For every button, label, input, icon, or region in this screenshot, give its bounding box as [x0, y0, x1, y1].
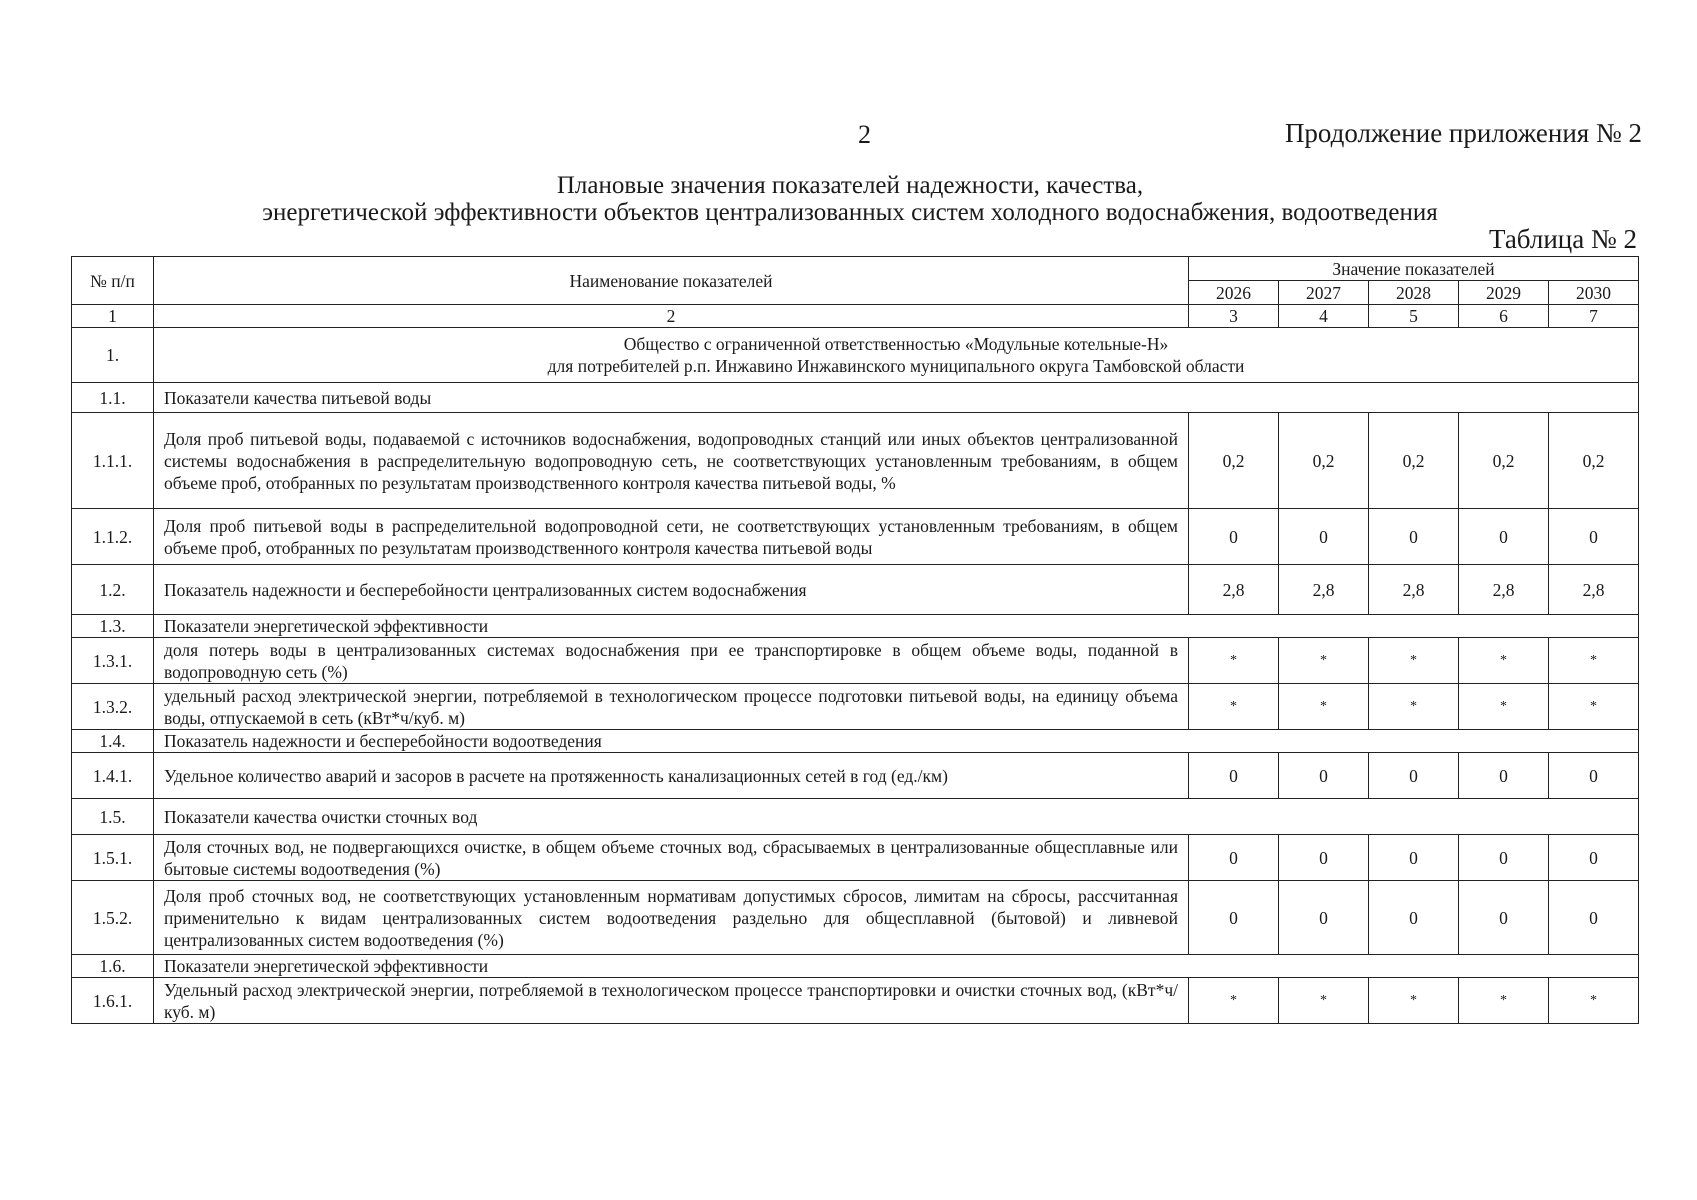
index-cell: 3: [1189, 305, 1279, 328]
table-row: [72, 509, 1639, 565]
value-cell: 0: [1279, 509, 1369, 565]
index-row: [72, 305, 1639, 328]
indicator-name: удельный расход электрической энергии, потребляемой в технологическом процессе подготовки питьевой воды, на единицу объема воды, отпускаемой в сеть (кВт*ч/куб. м): [154, 684, 1189, 730]
value-cell: *: [1459, 638, 1549, 684]
organization-name: [154, 328, 1639, 383]
value-cell: 0: [1279, 881, 1369, 955]
value-cell: *: [1369, 978, 1459, 1024]
value-cell: 0: [1189, 509, 1279, 565]
index-cell: 7: [1549, 305, 1639, 328]
value-cell: 2,8: [1549, 565, 1639, 615]
table-row: [72, 383, 1639, 413]
row-number: 1.1.: [72, 383, 154, 413]
value-cell: *: [1279, 684, 1369, 730]
indicator-name: Доля проб питьевой воды в распределительной водопроводной сети, не соответствующих установленным требованиям, в общем объеме проб, отобранных по результатам производственного контроля качества питьевой воды: [154, 509, 1189, 565]
year-header: 2030: [1549, 281, 1639, 305]
table-row: [72, 730, 1639, 753]
indicator-name: Показатели качества питьевой воды: [154, 383, 1639, 413]
value-cell: 0,2: [1459, 413, 1549, 509]
value-cell: 0: [1459, 509, 1549, 565]
col-header-number: № п/п: [72, 257, 154, 305]
value-cell: *: [1279, 978, 1369, 1024]
row-number: 1.4.: [72, 730, 154, 753]
value-cell: *: [1369, 638, 1459, 684]
col-header-values: Значение показателей: [1189, 257, 1639, 281]
value-cell: *: [1549, 684, 1639, 730]
value-cell: 0: [1549, 835, 1639, 881]
value-cell: 0,2: [1189, 413, 1279, 509]
indicator-name: Показатели энергетической эффективности: [154, 955, 1639, 978]
value-cell: 0: [1369, 509, 1459, 565]
document-title: [60, 172, 1640, 226]
value-cell: 0,2: [1369, 413, 1459, 509]
index-cell: 6: [1459, 305, 1549, 328]
indicator-name: Показатель надежности и бесперебойности централизованных систем водоснабжения: [154, 565, 1189, 615]
value-cell: 0,2: [1549, 413, 1639, 509]
indicator-name: Доля проб питьевой воды, подаваемой с источников водоснабжения, водопроводных станций или иных объектов централизованной системы водоснабжения в распределительную водопроводную сеть, не соответствующих установленным требованиям, в общем объеме проб, отобранных по результатам производственного контроля качества питьевой воды, %: [154, 413, 1189, 509]
value-cell: 0: [1459, 753, 1549, 799]
table-row: [72, 638, 1639, 684]
table-row: [72, 615, 1639, 638]
value-cell: *: [1189, 638, 1279, 684]
year-header: 2026: [1189, 281, 1279, 305]
value-cell: 0: [1369, 881, 1459, 955]
value-cell: *: [1459, 684, 1549, 730]
year-header: 2029: [1459, 281, 1549, 305]
title-line-2: энергетической эффективности объектов централизованных систем холодного водоснабжения, водоотведения: [262, 199, 1438, 226]
row-number: 1.6.: [72, 955, 154, 978]
row-number: 1.5.1.: [72, 835, 154, 881]
indicator-name: Показатель надежности и бесперебойности водоотведения: [154, 730, 1639, 753]
table-label: Таблица № 2: [1489, 224, 1637, 254]
table-row: [72, 835, 1639, 881]
value-cell: 2,8: [1459, 565, 1549, 615]
table-row: [72, 753, 1639, 799]
row-number: 1.4.1.: [72, 753, 154, 799]
value-cell: 0: [1369, 835, 1459, 881]
value-cell: 2,8: [1369, 565, 1459, 615]
value-cell: 0: [1189, 753, 1279, 799]
value-cell: *: [1279, 638, 1369, 684]
organization-row: [72, 328, 1639, 383]
row-number: 1.5.2.: [72, 881, 154, 955]
value-cell: *: [1549, 978, 1639, 1024]
table-row: [72, 565, 1639, 615]
row-number: 1.1.1.: [72, 413, 154, 509]
value-cell: 0: [1279, 835, 1369, 881]
indicator-name: Удельное количество аварий и засоров в расчете на протяженность канализационных сетей в год (ед./км): [154, 753, 1189, 799]
row-number: 1.: [72, 328, 154, 383]
indicator-name: Удельный расход электрической энергии, потребляемой в технологическом процессе транспортировки и очистки сточных вод, (кВт*ч/куб. м): [154, 978, 1189, 1024]
table-row: [72, 684, 1639, 730]
year-header: 2027: [1279, 281, 1369, 305]
value-cell: 0: [1549, 509, 1639, 565]
value-cell: 0: [1279, 753, 1369, 799]
table-row: [72, 955, 1639, 978]
table-row: [72, 881, 1639, 955]
index-cell: 1: [72, 305, 154, 328]
indicator-name: Показатели качества очистки сточных вод: [154, 799, 1639, 835]
index-cell: 2: [154, 305, 1189, 328]
value-cell: 0: [1549, 753, 1639, 799]
value-cell: 0: [1459, 835, 1549, 881]
index-cell: 4: [1279, 305, 1369, 328]
row-number: 1.3.: [72, 615, 154, 638]
table-row: [72, 413, 1639, 509]
value-cell: *: [1459, 978, 1549, 1024]
value-cell: 0: [1459, 881, 1549, 955]
year-header: 2028: [1369, 281, 1459, 305]
col-header-name: Наименование показателей: [154, 257, 1189, 305]
value-cell: *: [1189, 684, 1279, 730]
indicator-rows: [72, 383, 1639, 1024]
appendix-label: Продолжение приложения № 2: [1284, 118, 1642, 148]
value-cell: 2,8: [1279, 565, 1369, 615]
indicators-table: [71, 256, 1639, 1024]
organization-line-1: Общество с ограниченной ответственностью «Модульные котельные-Н»: [623, 334, 1169, 354]
title-line-1: Плановые значения показателей надежности, качества,: [556, 172, 1144, 199]
header-row: [72, 257, 1639, 281]
row-number: 1.5.: [72, 799, 154, 835]
row-number: 1.2.: [72, 565, 154, 615]
indicator-name: Доля проб сточных вод, не соответствующих установленным нормативам допустимых сбросов, лимитам на сбросы, рассчитанная применительно к видам централизованных систем водоотведения раздельно для общесплавной (бытовой) и ливневой централизованных систем водоотведения (%): [154, 881, 1189, 955]
value-cell: 0: [1189, 835, 1279, 881]
row-number: 1.3.2.: [72, 684, 154, 730]
table-row: [72, 799, 1639, 835]
indicator-name: Показатели энергетической эффективности: [154, 615, 1639, 638]
value-cell: 0,2: [1279, 413, 1369, 509]
value-cell: 0: [1369, 753, 1459, 799]
row-number: 1.3.1.: [72, 638, 154, 684]
value-cell: 2,8: [1189, 565, 1279, 615]
indicator-name: доля потерь воды в централизованных системах водоснабжения при ее транспортировке в общем объеме воды, поданной в водопроводную сеть (%): [154, 638, 1189, 684]
organization-line-2: для потребителей р.п. Инжавино Инжавинского муниципального округа Тамбовской области: [547, 356, 1245, 376]
indicator-name: Доля сточных вод, не подвергающихся очистке, в общем объеме сточных вод, сбрасываемых в централизованные общесплавные или бытовые системы водоотведения (%): [154, 835, 1189, 881]
index-cell: 5: [1369, 305, 1459, 328]
value-cell: 0: [1549, 881, 1639, 955]
value-cell: *: [1369, 684, 1459, 730]
page-number: 2: [858, 120, 871, 149]
value-cell: *: [1189, 978, 1279, 1024]
value-cell: 0: [1189, 881, 1279, 955]
value-cell: *: [1549, 638, 1639, 684]
table-row: [72, 978, 1639, 1024]
row-number: 1.1.2.: [72, 509, 154, 565]
row-number: 1.6.1.: [72, 978, 154, 1024]
